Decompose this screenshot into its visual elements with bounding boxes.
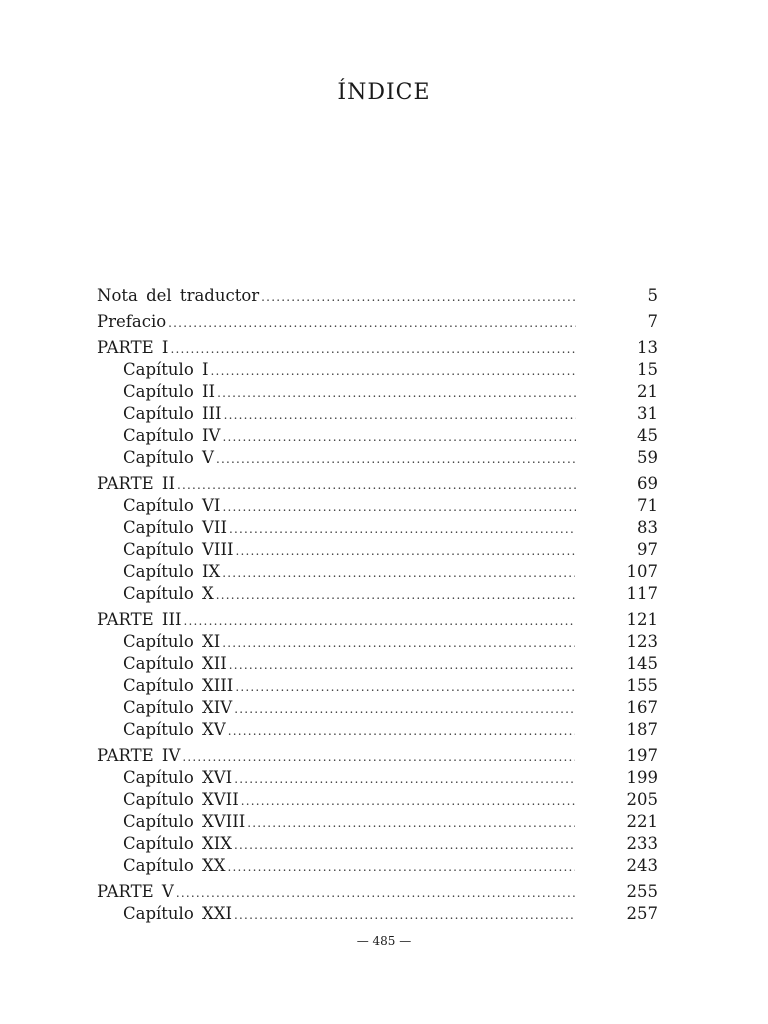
toc-dot-leader	[235, 676, 574, 698]
toc-entry-label: Capítulo X	[123, 584, 214, 603]
toc-chapter-entry	[97, 653, 658, 675]
toc-entry-page: 15	[637, 360, 658, 379]
toc-chapter-entry	[97, 539, 658, 561]
toc-entry-label: Capítulo XXI	[123, 904, 233, 923]
toc-entry-label: Capítulo VII	[123, 518, 227, 537]
toc-dot-leader	[182, 746, 574, 768]
toc-entry-label: Capítulo XII	[123, 654, 227, 673]
toc-entry-page: 97	[637, 540, 658, 559]
toc-dot-leader	[235, 540, 576, 562]
page-title: ÍNDICE	[337, 80, 431, 105]
toc-chapter-entry	[97, 561, 658, 583]
toc-dot-leader	[234, 834, 574, 856]
toc-chapter-entry	[97, 811, 658, 833]
toc-entry-label: Capítulo IV	[123, 426, 221, 445]
toc-entry-page: 121	[626, 610, 658, 629]
toc-entry-label: PARTE II	[97, 474, 175, 493]
toc-section-entry	[97, 881, 658, 903]
toc-entry-page: 59	[637, 448, 658, 467]
toc-dot-leader	[177, 474, 576, 496]
toc-dot-leader	[222, 426, 576, 448]
toc-entry-label: PARTE I	[97, 338, 169, 357]
toc-dot-leader	[229, 654, 575, 676]
toc-entry-page: 71	[637, 496, 658, 515]
toc-chapter-entry	[97, 833, 658, 855]
table-of-contents	[97, 285, 658, 925]
toc-entry-page: 5	[647, 286, 658, 305]
toc-dot-leader	[222, 496, 576, 518]
toc-entry-page: 7	[647, 312, 658, 331]
toc-entry-page: 199	[626, 768, 658, 787]
toc-entry-label: Capítulo I	[123, 360, 209, 379]
toc-entry-label: Capítulo XIX	[123, 834, 233, 853]
toc-entry-label: Capítulo V	[123, 448, 214, 467]
toc-chapter-entry	[97, 381, 658, 403]
toc-entry-label: PARTE III	[97, 610, 182, 629]
toc-entry-label: Prefacio	[97, 312, 167, 331]
toc-entry-label: Capítulo IX	[123, 562, 221, 581]
toc-dot-leader	[222, 562, 574, 584]
toc-dot-leader	[234, 698, 574, 720]
toc-entry-label: Capítulo XX	[123, 856, 226, 875]
toc-dot-leader	[261, 286, 576, 308]
toc-dot-leader	[228, 856, 575, 878]
toc-chapter-entry	[97, 903, 658, 925]
toc-entry-page: 221	[626, 812, 658, 831]
toc-entry-page: 167	[626, 698, 658, 717]
toc-dot-leader	[170, 338, 576, 360]
toc-dot-leader	[184, 610, 575, 632]
toc-entry-page: 145	[626, 654, 658, 673]
toc-chapter-entry	[97, 855, 658, 877]
toc-entry-label: Capítulo XIV	[123, 698, 233, 717]
toc-dot-leader	[211, 360, 576, 382]
toc-dot-leader	[234, 904, 574, 926]
toc-entry-page: 107	[626, 562, 658, 581]
toc-entry-page: 13	[637, 338, 658, 357]
toc-entry-page: 205	[626, 790, 658, 809]
toc-chapter-entry	[97, 447, 658, 469]
toc-entry-label: Capítulo VI	[123, 496, 221, 515]
toc-dot-leader	[247, 812, 574, 834]
toc-dot-leader	[224, 404, 576, 426]
toc-dot-leader	[222, 632, 574, 654]
toc-chapter-entry	[97, 403, 658, 425]
toc-entry-label: Capítulo XV	[123, 720, 226, 739]
toc-chapter-entry	[97, 719, 658, 741]
toc-dot-leader	[229, 518, 576, 540]
toc-dot-leader	[216, 584, 575, 606]
toc-dot-leader	[217, 382, 576, 404]
toc-entry-label: Capítulo XVII	[123, 790, 239, 809]
toc-chapter-entry	[97, 767, 658, 789]
toc-entry-label: Capítulo XVI	[123, 768, 233, 787]
toc-section-entry	[97, 337, 658, 359]
toc-entry-page: 117	[626, 584, 658, 603]
toc-section-entry	[97, 473, 658, 495]
toc-section-entry	[97, 311, 658, 333]
toc-entry-page: 197	[626, 746, 658, 765]
toc-entry-label: Capítulo XI	[123, 632, 221, 651]
toc-entry-page: 45	[637, 426, 658, 445]
toc-chapter-entry	[97, 425, 658, 447]
toc-chapter-entry	[97, 495, 658, 517]
toc-entry-page: 69	[637, 474, 658, 493]
toc-entry-page: 257	[626, 904, 658, 923]
toc-entry-label: Capítulo III	[123, 404, 222, 423]
toc-entry-label: Nota del traductor	[97, 286, 260, 305]
toc-entry-page: 31	[637, 404, 658, 423]
toc-entry-page: 233	[626, 834, 658, 853]
toc-entry-page: 21	[637, 382, 658, 401]
toc-chapter-entry	[97, 697, 658, 719]
toc-chapter-entry	[97, 359, 658, 381]
toc-entry-page: 187	[626, 720, 658, 739]
toc-dot-leader	[241, 790, 575, 812]
toc-entry-page: 255	[626, 882, 658, 901]
toc-dot-leader	[216, 448, 576, 470]
toc-entry-label: PARTE IV	[97, 746, 181, 765]
toc-entry-label: PARTE V	[97, 882, 174, 901]
toc-dot-leader	[234, 768, 574, 790]
toc-dot-leader	[176, 882, 575, 904]
toc-chapter-entry	[97, 517, 658, 539]
toc-entry-label: Capítulo VIII	[123, 540, 234, 559]
toc-section-entry	[97, 609, 658, 631]
toc-entry-page: 83	[637, 518, 658, 537]
toc-entry-page: 243	[626, 856, 658, 875]
toc-entry-page: 155	[626, 676, 658, 695]
toc-chapter-entry	[97, 583, 658, 605]
page-number: — 485 —	[356, 934, 412, 948]
toc-dot-leader	[228, 720, 575, 742]
toc-entry-label: Capítulo II	[123, 382, 216, 401]
toc-dot-leader	[168, 312, 576, 334]
toc-chapter-entry	[97, 789, 658, 811]
toc-entry-label: Capítulo XVIII	[123, 812, 246, 831]
toc-section-entry	[97, 745, 658, 767]
toc-chapter-entry	[97, 675, 658, 697]
toc-section-entry	[97, 285, 658, 307]
toc-chapter-entry	[97, 631, 658, 653]
toc-entry-label: Capítulo XIII	[123, 676, 234, 695]
toc-entry-page: 123	[626, 632, 658, 651]
